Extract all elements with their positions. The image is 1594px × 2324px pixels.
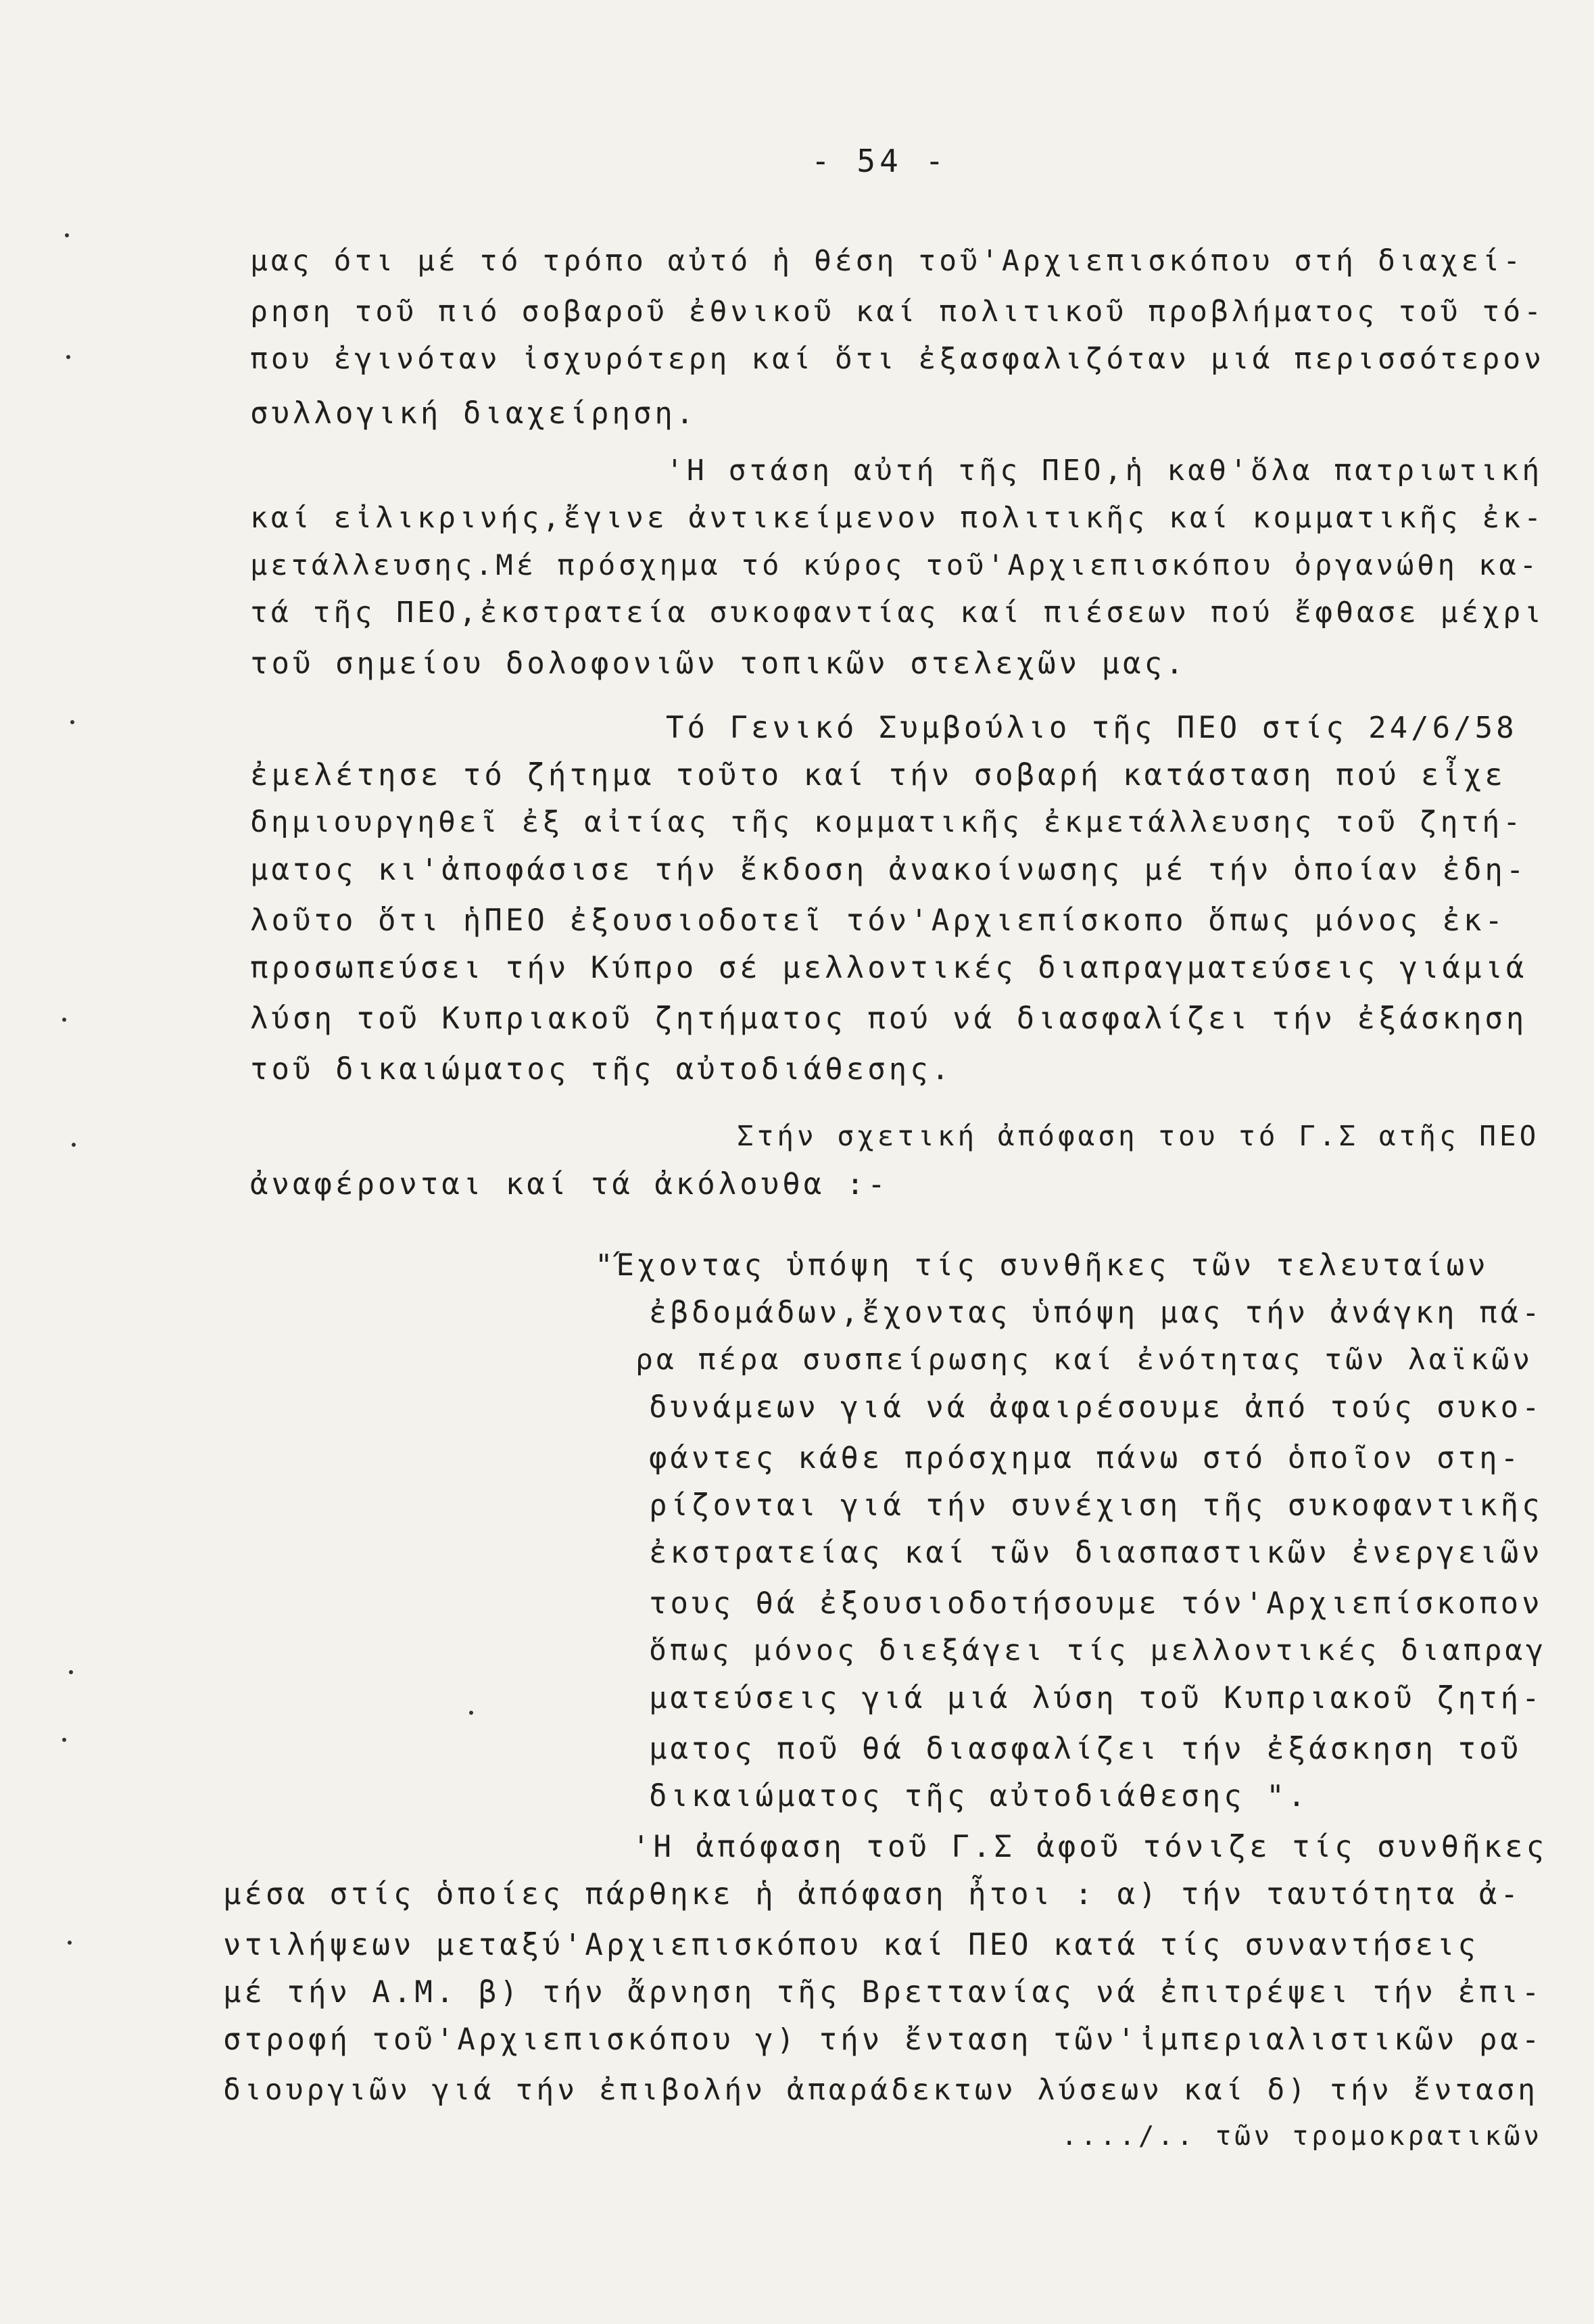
scan-speck — [68, 1941, 72, 1945]
text-line: ..../.. τῶν τρομοκρατικῶν — [1061, 2121, 1543, 2152]
text-line: τοῦ δικαιώματος τῆς αὐτοδιάθεσης. — [250, 1052, 953, 1087]
text-line: μέ τήν Α.Μ. β) τήν ἄρνηση τῆς Βρεττανίας νά ἐπιτρέψει τήν ἐπι- — [223, 1975, 1543, 2010]
text-line: διουργιῶν γιά τήν ἐπιβολήν ἀπαράδεκτων λύσεων καί δ) τήν ἔνταση — [223, 2073, 1539, 2107]
text-line: λύση τοῦ Κυπριακοῦ ζητήματος πού νά διασφαλίζει τήν ἐξάσκηση — [250, 1001, 1528, 1036]
text-line: Τό Γενικό Συμβούλιο τῆς ΠΕΟ στίς 24/6/58 — [666, 711, 1518, 745]
text-line: ἐκστρατείας καί τῶν διασπαστικῶν ἐνεργειῶν — [649, 1536, 1543, 1570]
scan-speck — [65, 233, 69, 237]
text-line: Στήν σχετική ἀπόφαση του τό Γ.Σ ατῆς ΠΕΟ — [737, 1120, 1540, 1152]
text-line: 'Η στάση αὐτή τῆς ΠΕΟ,ἡ καθ'ὅλα πατριωτική — [666, 454, 1543, 488]
text-line: ρηση τοῦ πιό σοβαροῦ ἐθνικοῦ καί πολιτικοῦ προβλήματος τοῦ τό- — [250, 295, 1545, 329]
page-number: - 54 - — [811, 143, 948, 179]
text-line: τοῦ σημείου δολοφονιῶν τοπικῶν στελεχῶν μας. — [250, 646, 1187, 681]
scan-speck — [469, 1711, 473, 1715]
scan-speck — [72, 1143, 76, 1147]
scan-speck — [62, 1738, 66, 1742]
text-line: ὅπως μόνος διεξάγει τίς μελλοντικές διαπραγ — [649, 1634, 1547, 1667]
scan-speck — [70, 720, 74, 724]
scan-speck — [69, 1670, 73, 1674]
text-line: "Έχοντας ὑπόψη τίς συνθῆκες τῶν τελευταίων — [595, 1248, 1489, 1283]
text-line: ματεύσεις γιά μιά λύση τοῦ Κυπριακοῦ ζητή- — [649, 1681, 1543, 1715]
text-line: τά τῆς ΠΕΟ,ἐκστρατεία συκοφαντίας καί πιέσεων πού ἔφθασε μέχρι — [250, 596, 1545, 630]
text-line: μέσα στίς ὁποίες πάρθηκε ἡ ἀπόφαση ἦτοι : α) τήν ταυτότητα ἀ- — [223, 1877, 1522, 1912]
text-line: φάντες κάθε πρόσχημα πάνω στό ὁποῖον στη- — [649, 1441, 1522, 1475]
scan-speck — [66, 355, 70, 359]
text-line: ρίζονται γιά τήν συνέχιση τῆς συκοφαντικῆς — [649, 1488, 1543, 1523]
text-line: ντιλήψεων μεταξύ'Αρχιεπισκόπου καί ΠΕΟ κατά τίς συναντήσεις — [223, 1928, 1479, 1962]
text-line: δικαιώματος τῆς αὐτοδιάθεσης ". — [649, 1779, 1309, 1813]
text-line: ματος ποῦ θά διασφαλίζει τήν ἐξάσκηση τοῦ — [649, 1732, 1522, 1766]
text-line: που ἐγινόταν ἰσχυρότερη καί ὅτι ἐξασφαλιζόταν μιά περισσότερον — [250, 342, 1545, 376]
text-line: ἀναφέρονται καί τά ἀκόλουθα :- — [250, 1167, 889, 1202]
text-line: καί εἰλικρινής,ἔγινε ἀντικείμενον πολιτικῆς καί κομματικῆς ἐκ- — [250, 501, 1545, 535]
text-line: ἐβδομάδων,ἔχοντας ὑπόψη μας τήν ἀνάγκη πά- — [649, 1296, 1543, 1330]
text-line: 'Η ἀπόφαση τοῦ Γ.Σ ἀφοῦ τόνιζε τίς συνθῆκες — [632, 1830, 1548, 1864]
text-line: μετάλλευσης.Μέ πρόσχημα τό κύρος τοῦ'Αρχιεπισκόπου ὀργανώθη κα- — [250, 548, 1541, 582]
text-line: ἐμελέτησε τό ζήτημα τοῦτο καί τήν σοβαρή κατάσταση πού εἶχε — [250, 758, 1506, 792]
text-line: συλλογική διαχείρηση. — [250, 396, 698, 431]
text-line: ρα πέρα συσπείρωσης καί ἐνότητας τῶν λαϊκῶν — [635, 1343, 1534, 1377]
text-line: τους θά ἐξουσιοδοτήσουμε τόν'Αρχιεπίσκοπον — [649, 1586, 1543, 1621]
text-line: δυνάμεων γιά νά ἀφαιρέσουμε ἀπό τούς συκο- — [649, 1390, 1543, 1425]
text-line: μας ότι μέ τό τρόπο αὐτό ἡ θέση τοῦ'Αρχιεπισκόπου στή διαχεί- — [250, 244, 1524, 278]
text-line: δημιουργηθεῖ ἐξ αἰτίας τῆς κομματικῆς ἐκμετάλλευσης τοῦ ζητή- — [250, 805, 1524, 839]
text-line: προσωπεύσει τήν Κύπρο σέ μελλοντικές διαπραγματεύσεις γιάμιά — [250, 951, 1528, 985]
text-line: λοῦτο ὅτι ἡΠΕΟ ἐξουσιοδοτεῖ τόν'Αρχιεπίσκοπο ὅπως μόνος ἐκ- — [250, 903, 1506, 938]
text-line: στροφή τοῦ'Αρχιεπισκόπου γ) τήν ἔνταση τῶν'ἰμπεριαλιστικῶν ρα- — [223, 2022, 1543, 2057]
scan-speck — [62, 1018, 66, 1022]
text-line: ματος κι'ἀποφάσισε τήν ἔκδοση ἀνακοίνωσης μέ τήν ὁποίαν ἐδη- — [250, 853, 1528, 887]
